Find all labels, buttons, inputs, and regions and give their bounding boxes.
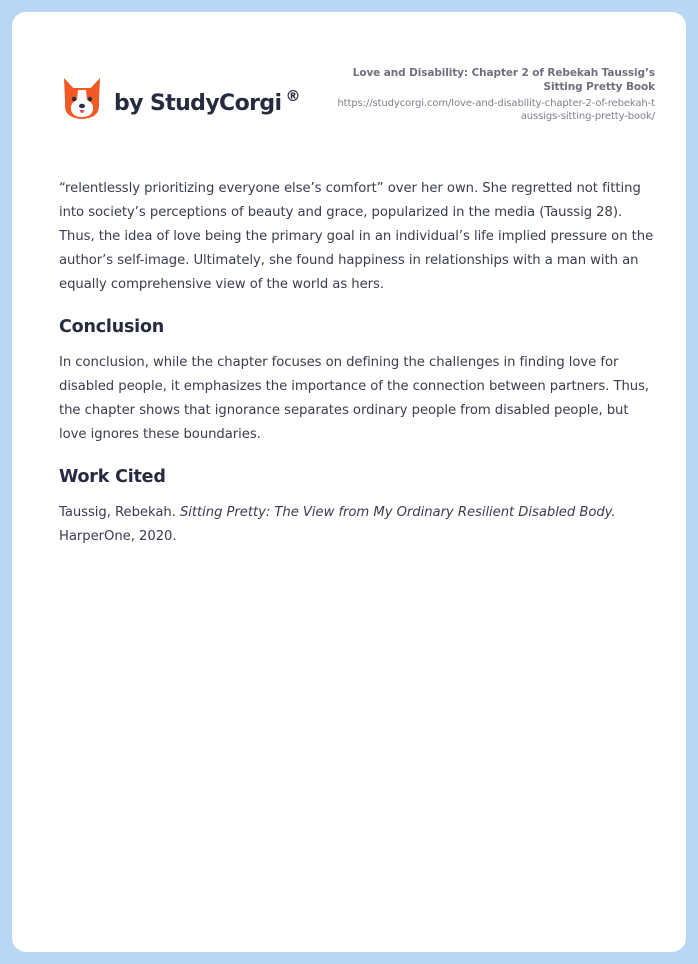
paper-title: Love and Disability: Chapter 2 of Rebekah Taussig’s Sitting Pretty Book [352,67,655,93]
document-page [12,12,686,952]
corgi-icon [61,76,103,122]
paper-url[interactable]: https://studycorgi.com/love-and-disability-chapter-2-of-rebekah-taussigs-sitting-pretty-book/ [337,98,655,122]
citation-publisher: HarperOne, 2020. [59,529,177,544]
citation-author: Taussig, Rebekah. [59,505,180,520]
citation-title: Sitting Pretty: The View from My Ordinary Resilient Disabled Body. [179,505,616,520]
body-paragraph: “relentlessly prioritizing everyone else’s comfort” over her own. She regretted not fitting into society’s perceptions of beauty and grace, popularized in the media (Taussig 28). Thus, the idea of love being the primary goal in an individual’s life implied pressure on the author’s self-image. Ultimately, she found happiness in relationships with a man with an equally comprehensive view of the world as hers. [59,181,654,292]
conclusion-heading: Conclusion [59,317,165,337]
works-cited-heading: Work Cited [59,467,166,487]
studycorgi-logo[interactable] [61,76,300,126]
registered-mark: ® [285,87,301,105]
paper-meta [335,66,655,123]
citation-entry [59,501,659,549]
document-body [59,177,659,549]
page-header [12,12,686,152]
conclusion-paragraph: In conclusion, while the chapter focuses on defining the challenges in finding love for disabled people, it emphasizes the importance of the connection between partners. Thus, the chapter shows that ignorance separates ordinary people from disabled people, but love ignores these boundaries. [59,355,650,442]
brand-name: by StudyCorgi [114,91,282,116]
